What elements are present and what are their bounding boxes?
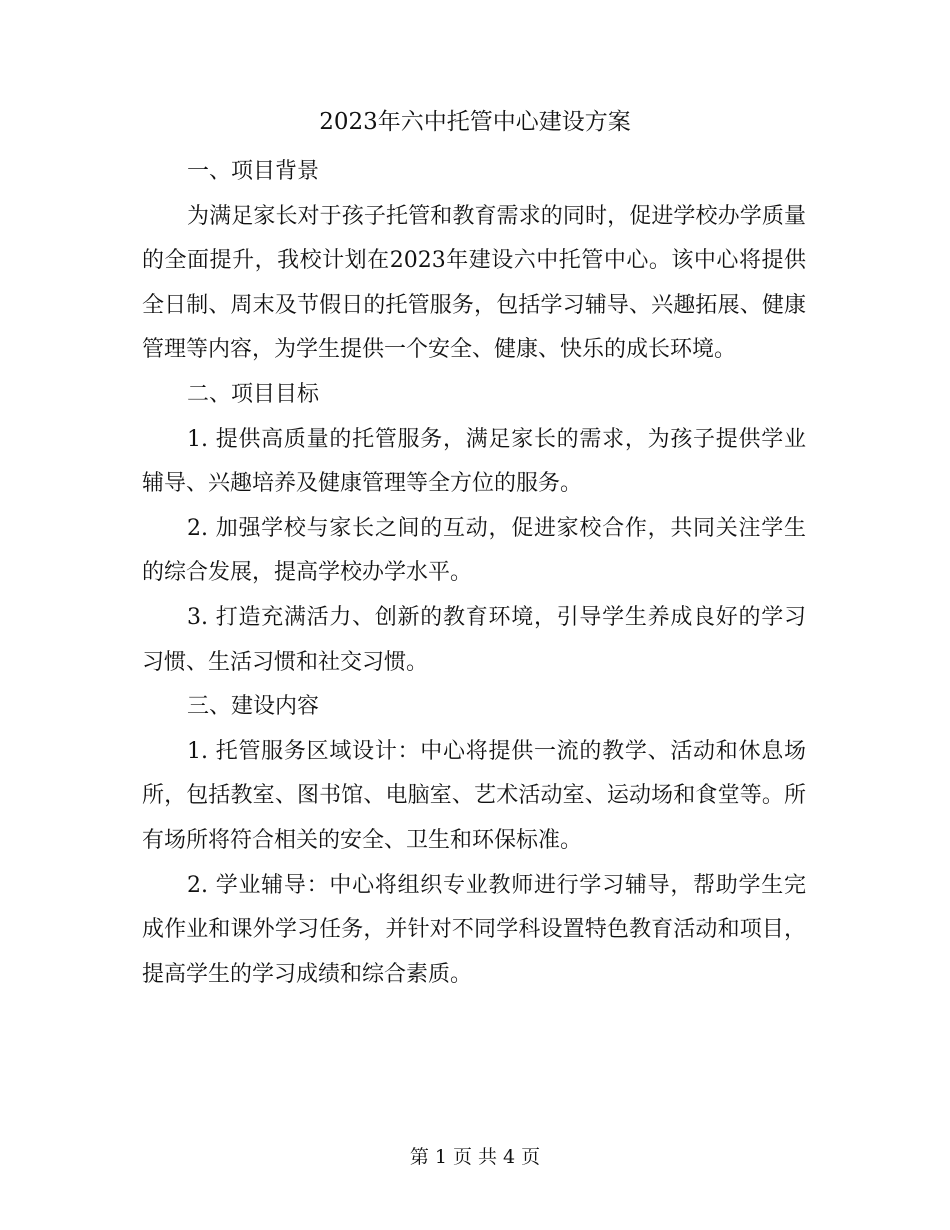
- document-title: 2023年六中托管中心建设方案: [319, 109, 631, 135]
- goal-item-3: 3. 打造充满活力、创新的教育环境，引导学生养成良好的学习习惯、生活习惯和社交习惯。: [142, 604, 806, 675]
- section-heading-goals: 二、项目目标: [187, 381, 320, 407]
- goal-item-1: 1. 提供高质量的托管服务，满足家长的需求，为孩子提供学业辅导、兴趣培养及健康管理等全方位的服务。: [142, 426, 806, 497]
- goal-item-2: 2. 加强学校与家长之间的互动，促进家校合作，共同关注学生的综合发展，提高学校办学水平。: [142, 515, 806, 586]
- paragraph-background: 为满足家长对于孩子托管和教育需求的同时，促进学校办学质量的全面提升，我校计划在2023年建设六中托管中心。该中心将提供全日制、周末及节假日的托管服务，包括学习辅导、兴趣拓展、健康管理等内容，为学生提供一个安全、健康、快乐的成长环境。: [142, 203, 806, 363]
- content-item-2: 2. 学业辅导：中心将组织专业教师进行学习辅导，帮助学生完成作业和课外学习任务，并针对不同学科设置特色教育活动和项目，提高学生的学习成绩和综合素质。: [142, 872, 806, 987]
- section-heading-content: 三、建设内容: [187, 694, 320, 720]
- page-footer: 第 1 页 共 4 页: [409, 1146, 541, 1168]
- section-heading-background: 一、项目背景: [187, 159, 320, 184]
- document-body: [142, 150, 806, 997]
- content-item-1: 1. 托管服务区域设计：中心将提供一流的教学、活动和休息场所，包括教室、图书馆、电脑室、艺术活动室、运动场和食堂等。所有场所将符合相关的安全、卫生和环保标准。: [142, 738, 806, 853]
